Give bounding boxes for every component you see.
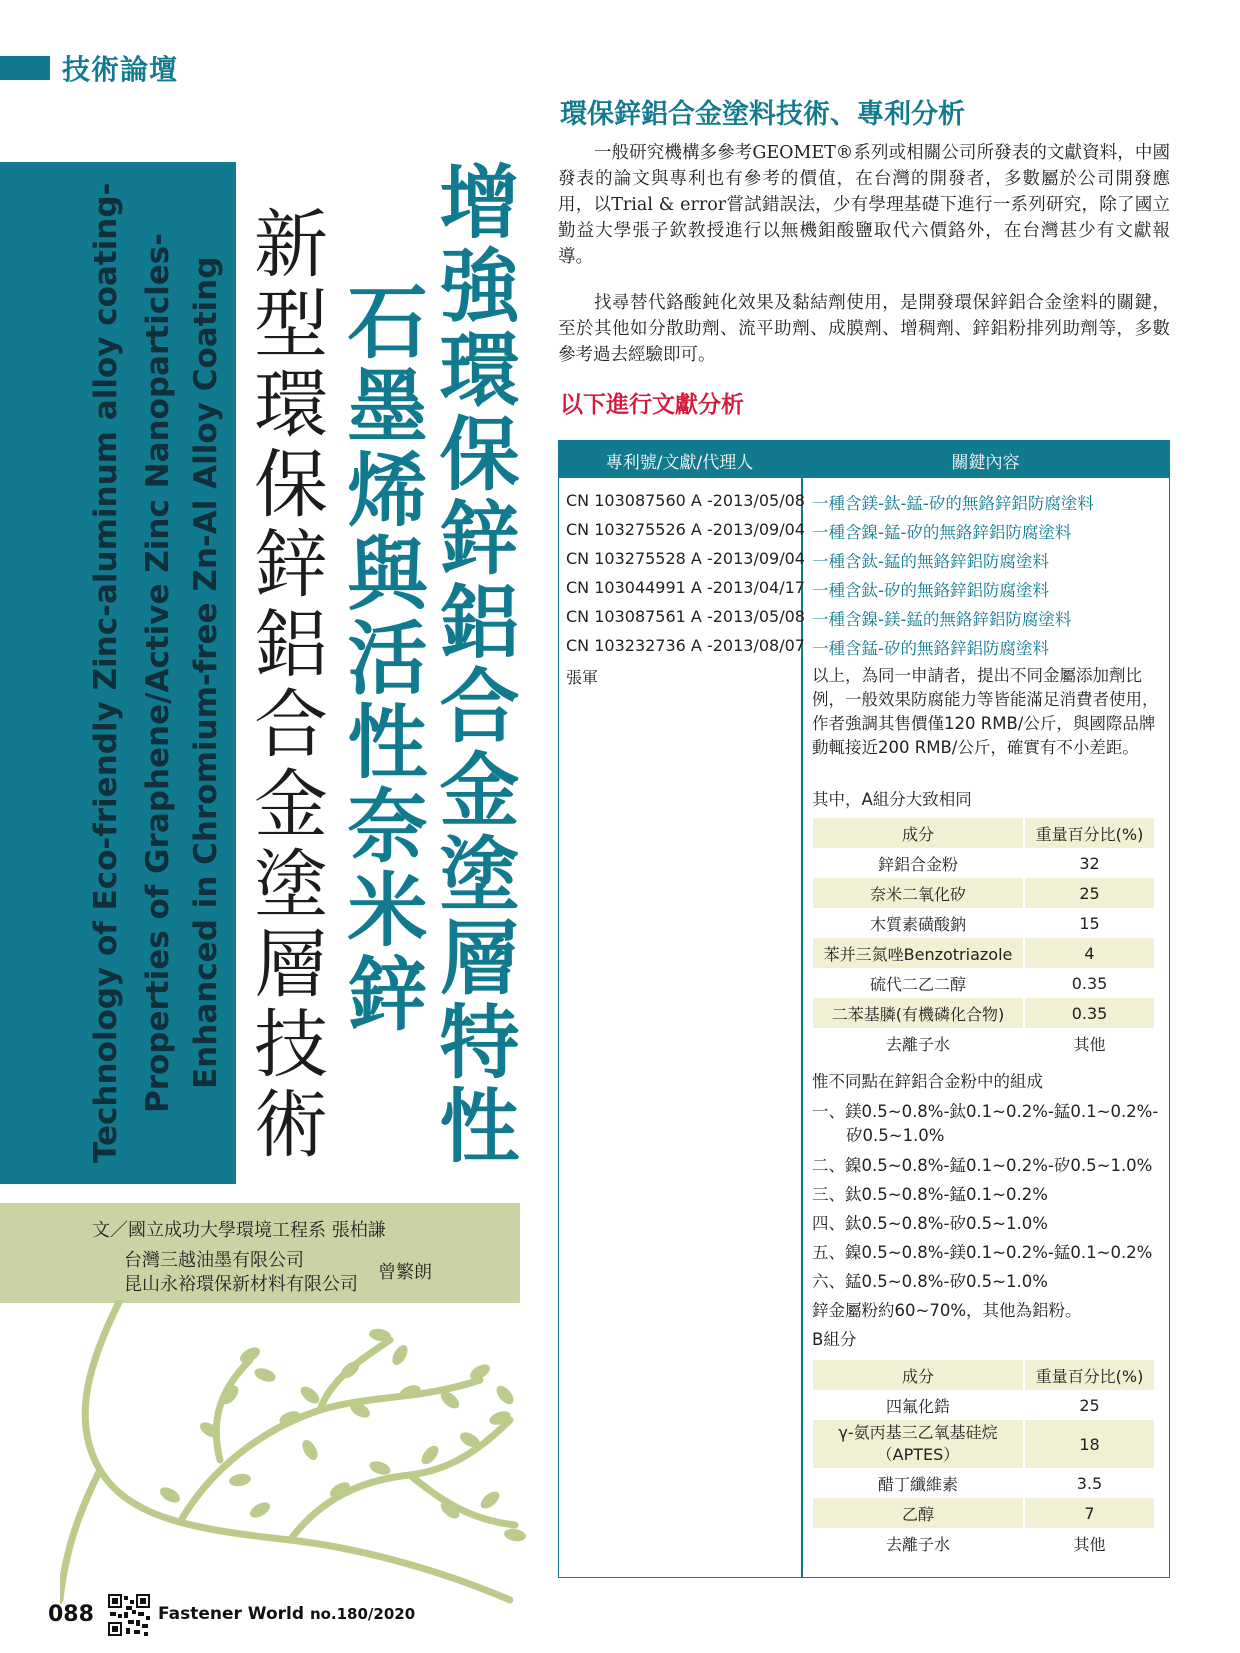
patent-desc: 一種含鎳-鎂-錳的無鉻鋅鋁防腐塗料 [812,610,1072,629]
patent-desc: 一種含鈦-錳的無鉻鋅鋁防腐塗料 [812,552,1049,571]
table-row [813,818,1155,848]
table-row [813,1420,1155,1468]
ingredient-weight: 3.5 [1024,1468,1155,1498]
magazine-title: Fastener World [158,1604,305,1624]
table-row [813,1360,1155,1390]
author-name: 曾繁朗 [378,1262,432,1283]
intro-paragraph: 一般研究機構多參考GEOMET®系列或相關公司所發表的文獻資料，中國發表的論文與專利也有參考的價值，在台灣的開發者，多數屬於公司開發應用，以Trial & error嘗試錯誤法，少有學理基礎下進行一系列研究，除了國立勤益大學張子欽教授進行以無機鉬酸鹽取代六價鉻外，在台灣甚少有文獻報導。 [558,143,1170,267]
patent-id: CN 103044991 A -2013/04/17 [566,578,805,597]
patent-desc: 一種含鎂-鈦-錳-矽的無鉻鋅鋁防腐塗料 [812,494,1094,513]
component-b-intro: B組分 [812,1330,857,1349]
difference-item: 五、鎳0.5~0.8%-鎂0.1~0.2%-錳0.1~0.2% [812,1243,1153,1262]
difference-item-cont: 矽0.5~1.0% [846,1126,945,1145]
ingredient-name: 二苯基膦(有機磷化合物) [813,998,1024,1028]
ingredient-name: 去離子水 [813,1528,1024,1558]
ingredient-name: 奈米二氧化矽 [813,878,1024,908]
col-header-weight: 重量百分比(%) [1024,818,1155,848]
col-header-weight: 重量百分比(%) [1024,1360,1155,1390]
col-header-ingredient: 成分 [813,1360,1024,1390]
ingredient-weight: 25 [1024,878,1155,908]
ingredient-name [813,1420,1024,1468]
ingredient-name: 醋丁纖維素 [813,1468,1024,1498]
literature-analysis-title: 以下進行文獻分析 [560,392,744,418]
difference-item: 三、鈦0.5~0.8%-錳0.1~0.2% [812,1185,1048,1204]
ingredient-weight: 0.35 [1024,998,1155,1028]
tree-illustration [60,1300,530,1620]
ingredient-weight: 15 [1024,908,1155,938]
difference-item: 六、錳0.5~0.8%-矽0.5~1.0% [812,1272,1048,1291]
patent-table-col-2: 關鍵內容 [951,453,1020,473]
table-row [813,968,1155,998]
ingredient-name-line: （APTES） [876,1445,960,1464]
table-row [813,908,1155,938]
ingredient-weight: 4 [1024,938,1155,968]
ingredient-name: 去離子水 [813,1028,1024,1058]
author-line-1: 文／國立成功大學環境工程系 張柏謙 [92,1220,386,1241]
ingredient-name: 四氟化鋯 [813,1390,1024,1420]
ingredient-name: 硫代二乙二醇 [813,968,1024,998]
magazine-issue: no.180/2020 [309,1605,416,1623]
english-title-line-2: Properties of Graphene/Active Zinc Nanoparticles- [140,232,176,1114]
table-row [813,878,1155,908]
patent-table-col-1: 專利號/文獻/代理人 [605,453,754,473]
table-row [813,848,1155,878]
patent-id: CN 103275526 A -2013/09/04 [566,520,805,539]
ingredient-weight: 其他 [1024,1028,1155,1058]
patent-agent: 張軍 [566,668,599,687]
zinc-powder-note: 鋅金屬粉約60~70%，其他為鋁粉。 [812,1301,1082,1320]
patent-id: CN 103087561 A -2013/05/08 [566,607,805,626]
section-marker-bar [0,56,50,80]
ingredient-weight: 18 [1024,1420,1155,1468]
table-row [813,1498,1155,1528]
ingredient-name: 乙醇 [813,1498,1024,1528]
qr-code-icon[interactable] [108,1594,150,1636]
ingredient-weight: 其他 [1024,1528,1155,1558]
page-number: 088 [48,1602,94,1627]
ingredient-name: 木質素磺酸鈉 [813,908,1024,938]
section-label: 技術論壇 [62,53,179,86]
table-row [813,1028,1155,1058]
patent-id: CN 103232736 A -2013/08/07 [566,636,805,655]
ingredient-weight: 32 [1024,848,1155,878]
patent-desc: 一種含鎳-錳-矽的無鉻鋅鋁防腐塗料 [812,523,1072,542]
patent-note: 以上，為同一申請者，提出不同金屬添加劑比例，一般效果防腐能力等皆能滿足消費者使用，作者強調其售價僅120 RMB/公斤，與國際品牌動輒接近200 RMB/公斤，確實有不小差距。 [812,666,1159,757]
patent-desc: 一種含鈦-矽的無鉻鋅鋁防腐塗料 [812,581,1049,600]
difference-item: 四、鈦0.5~0.8%-矽0.5~1.0% [812,1214,1048,1233]
table-row [813,1528,1155,1558]
patent-id: CN 103275528 A -2013/09/04 [566,549,805,568]
ingredient-name: 鋅鋁合金粉 [813,848,1024,878]
subtitle-2: 新型環保鋅鋁合金塗層技術 [242,205,328,1165]
ingredient-weight: 25 [1024,1390,1155,1420]
author-line-2: 台灣三越油墨有限公司 [124,1250,304,1271]
table-row [813,1390,1155,1420]
component-a-intro: 其中，A組分大致相同 [812,790,972,809]
difference-item: 二、鎳0.5~0.8%-錳0.1~0.2%-矽0.5~1.0% [812,1156,1153,1175]
author-line-3: 昆山永裕環保新材料有限公司 [124,1274,358,1295]
table-row [813,998,1155,1028]
section-title: 環保鋅鋁合金塗料技術、專利分析 [560,99,965,130]
difference-item: 一、鎂0.5~0.8%-鈦0.1~0.2%-錳0.1~0.2%- [812,1102,1159,1121]
ingredient-name: 苯并三氮唑Benzotriazole [813,938,1024,968]
component-a-table [813,818,1156,1058]
table-row [813,938,1155,968]
subtitle-1: 石墨烯與活性奈米鋅 [334,280,427,1036]
patent-id: CN 103087560 A -2013/05/08 [566,491,805,510]
key-paragraph: 找尋替代鉻酸鈍化效果及黏結劑使用，是開發環保鋅鋁合金塗料的關鍵，至於其他如分散助劑、流平助劑、成膜劑、增稠劑、鋅鋁粉排列助劑等，多數參考過去經驗即可。 [558,293,1170,365]
ingredient-weight: 7 [1024,1498,1155,1528]
magazine-name [158,1604,415,1624]
english-title-line-3: Enhanced in Chromium-free Zn-Al Alloy Coating [188,256,224,1090]
english-title-line-1: Technology of Eco-friendly Zinc-aluminum alloy coating- [88,182,124,1164]
col-header-ingredient: 成分 [813,818,1024,848]
main-title: 增強環保鋅鋁合金塗層特性 [426,160,519,1168]
ingredient-name-line: γ-氨丙基三乙氧基硅烷 [838,1423,998,1442]
patent-desc: 一種含錳-矽的無鉻鋅鋁防腐塗料 [812,639,1049,658]
ingredient-weight: 0.35 [1024,968,1155,998]
table-row [813,1468,1155,1498]
component-b-table [813,1360,1156,1558]
difference-intro: 惟不同點在鋅鋁合金粉中的組成 [812,1072,1043,1091]
